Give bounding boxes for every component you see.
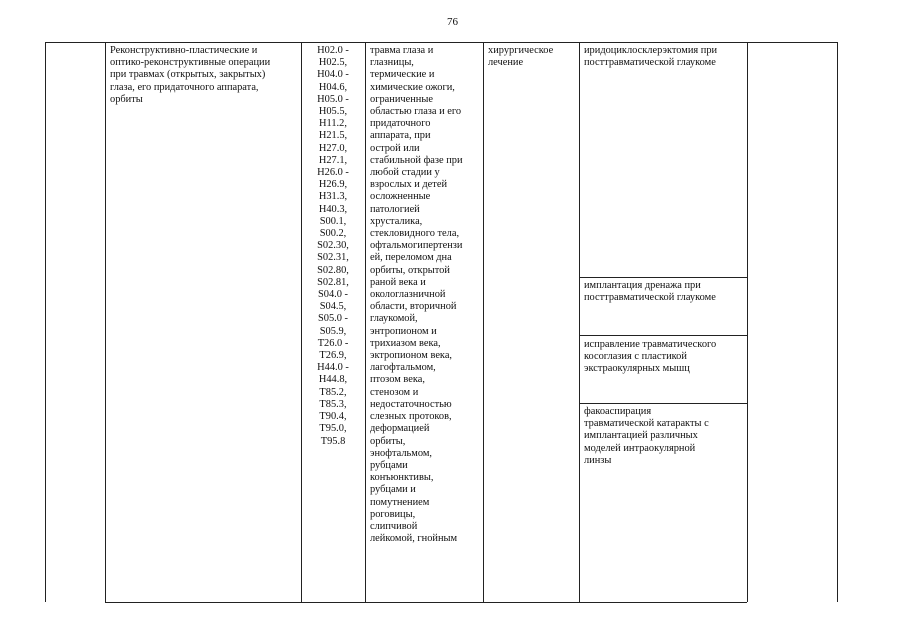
column-border xyxy=(301,42,302,602)
column-border xyxy=(579,42,580,602)
treatment-method-cell: факоаспирация травматической катаракты с имплантацией различных моделей интраокулярной линзы xyxy=(584,406,709,466)
column-border xyxy=(483,42,484,602)
treatment-method-cell: исправление травматического косоглазия с пластикой экстраокулярных мышц xyxy=(584,339,717,375)
patient-model-cell: травма глаза и глазницы, термические и химические ожоги, ограниченные областью глаза и его придаточного аппарата, при острой или стабильной фазе при любой стадии у взрослых и детей осложненные патологией хрусталика, стекловидного тела, офтальмогипертензи ей, переломом дна орбиты, открытой раной века и окологлазничной области, вторичной глаукомой, энтропионом и трихиазом века, эктропионом века, лагофтальмом, птозом века, стенозом и недостаточностью слезных протоков, деформацией орбиты, энофтальмом, рубцами конъюнктивы, рубцами и помутнением роговицы, слипчивой лейкомой, гнойным xyxy=(370,45,463,545)
treatment-method-cell: имплантация дренажа при посттравматической глаукоме xyxy=(584,280,716,304)
treatment-type-cell: хирургическое лечение xyxy=(488,45,554,69)
method-divider xyxy=(579,403,747,404)
icd-codes-cell: H02.0 - H02.5, H04.0 - H04.6, H05.0 - H05.5, H11.2, H21.5, H27.0, H27.1, H26.0 - H26.9, H31.3, H40.3, S00.1, S00.2, S02.30, S02.31, S02.80, S02.81, S04.0 - S04.5, S05.0 - S05.9, T26.0 - T26.9, H44.0 - H44.8, T85.2, T85.3, T90.4, T95.0, T95.8 xyxy=(317,45,349,447)
method-divider xyxy=(579,277,747,278)
treatment-method-cell: иридоциклосклерэктомия при посттравматической глаукоме xyxy=(584,45,718,69)
column-border xyxy=(747,42,748,602)
column-border xyxy=(365,42,366,602)
column-border xyxy=(45,42,46,602)
table-top-border xyxy=(45,42,837,43)
row-bottom-border xyxy=(105,602,747,603)
page-number: 76 xyxy=(447,16,458,28)
column-border xyxy=(837,42,838,602)
column-border xyxy=(105,42,106,602)
intervention-name-cell: Реконструктивно-пластические и оптико-реконструктивные операции при травмах (открытых, закрытых) глаза, его придаточного аппарата, орбиты xyxy=(110,45,271,105)
method-divider xyxy=(579,335,747,336)
